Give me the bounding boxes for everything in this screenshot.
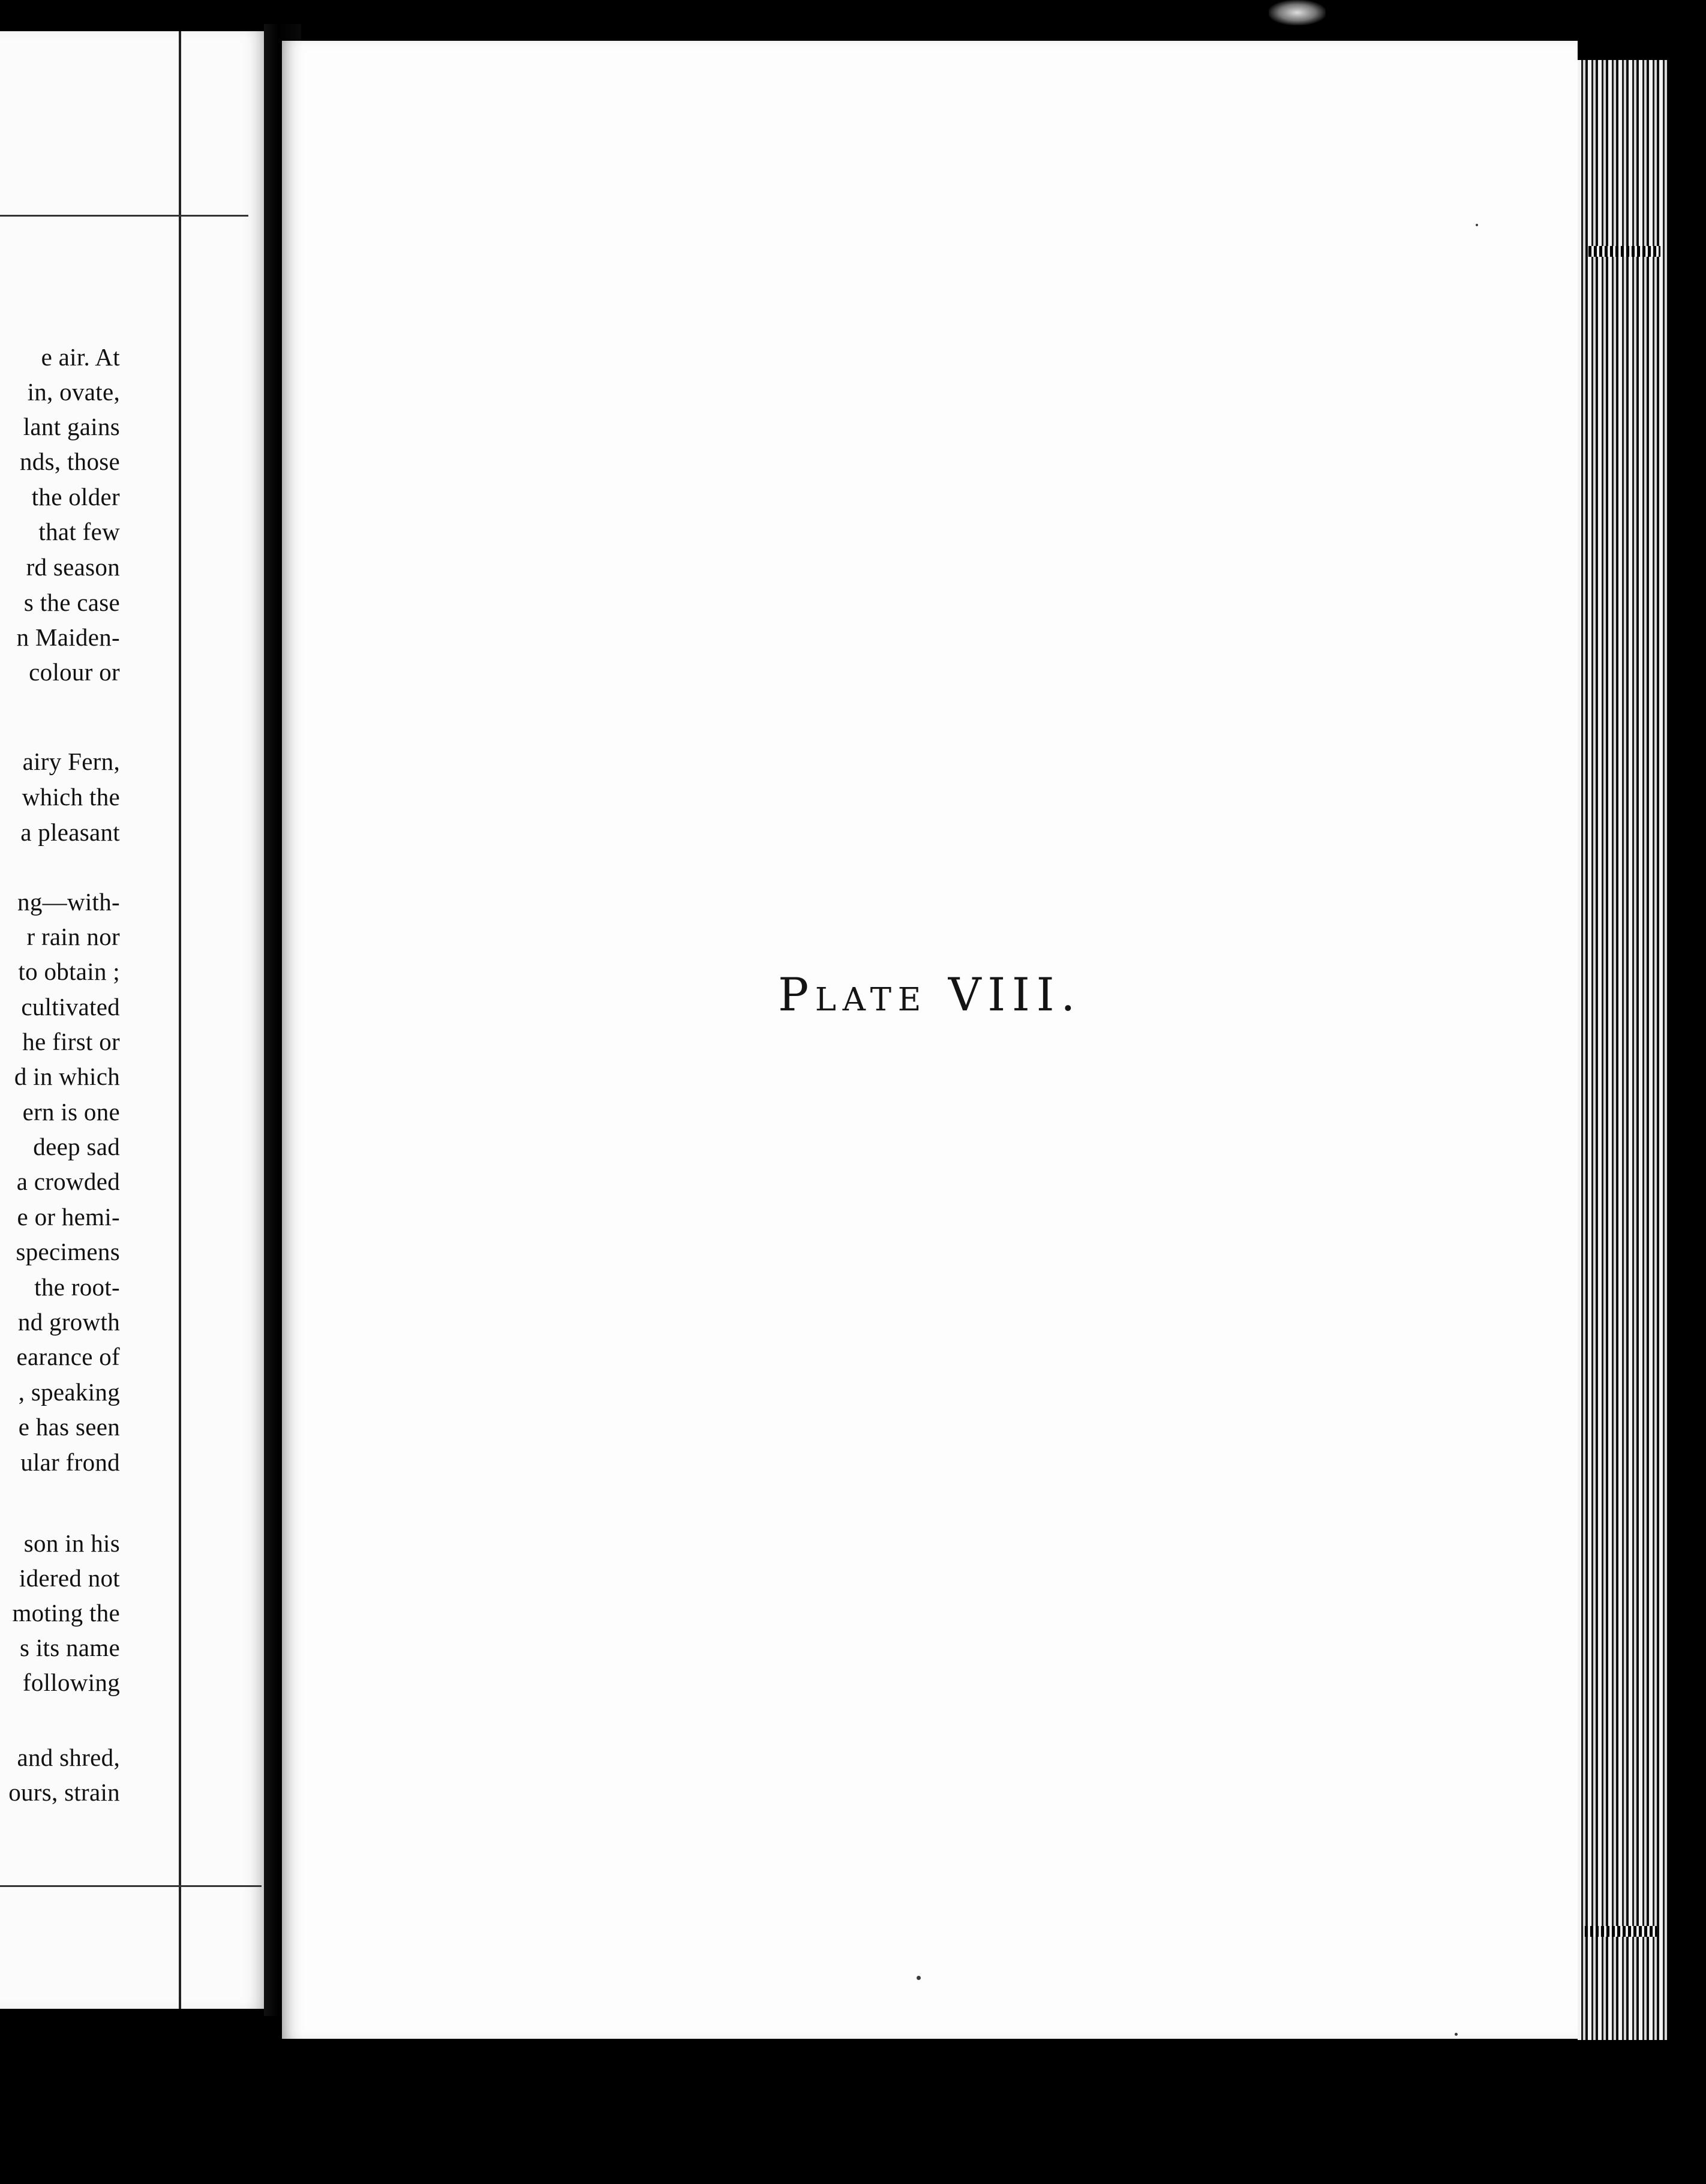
text-line: to obtain ;	[18, 958, 120, 985]
text-line: s the case	[23, 589, 120, 616]
text-line: e air. At	[41, 343, 120, 371]
scan-smudge	[1269, 0, 1326, 25]
text-line: r rain nor	[26, 923, 120, 950]
left-page-text-column	[0, 31, 120, 2009]
text-line: nd growth	[17, 1308, 120, 1336]
text-line: a pleasant	[20, 818, 120, 846]
text-line: e or hemi-	[17, 1203, 120, 1231]
text-line: and shred,	[17, 1744, 120, 1771]
text-line: n Maiden-	[16, 623, 120, 651]
text-line: rd season	[26, 553, 120, 581]
text-line: s its name	[20, 1634, 120, 1661]
page-edge-mark	[1585, 1926, 1657, 1937]
text-line: idered not	[19, 1564, 120, 1592]
text-line: colour or	[29, 658, 120, 686]
text-line: which the	[22, 783, 120, 811]
text-line: ern is one	[22, 1098, 120, 1126]
text-line: a crowded	[16, 1168, 120, 1195]
text-line: he first or	[22, 1028, 120, 1055]
text-line: son in his	[23, 1529, 120, 1557]
paper-speck	[1476, 224, 1478, 226]
text-line: in, ovate,	[27, 378, 120, 406]
paper-speck	[917, 1976, 921, 1980]
text-line: moting the	[12, 1599, 120, 1627]
right-page	[282, 41, 1578, 2039]
text-line: following	[22, 1669, 120, 1696]
page-edge-mark	[1588, 246, 1660, 257]
text-line: the older	[31, 483, 120, 511]
text-line: lant gains	[23, 413, 120, 440]
paper-speck	[1455, 2033, 1458, 2036]
text-line: ng—with-	[17, 888, 120, 916]
text-line: nds, those	[20, 448, 120, 475]
text-line: that few	[38, 518, 120, 545]
text-line: earance of	[16, 1343, 120, 1370]
left-page	[0, 31, 264, 2009]
footer-rule	[0, 1885, 262, 1887]
text-line: d in which	[14, 1063, 120, 1090]
text-line: airy Fern,	[22, 748, 120, 775]
header-rule	[0, 215, 248, 217]
text-line: the root-	[34, 1273, 120, 1301]
text-line: ular frond	[20, 1448, 120, 1476]
text-line: ours, strain	[8, 1778, 120, 1806]
page-edge-stack	[1578, 60, 1668, 2040]
text-line: deep sad	[33, 1133, 120, 1160]
text-line: e has seen	[18, 1413, 120, 1441]
text-line: cultivated	[21, 993, 120, 1021]
text-line: specimens	[16, 1238, 120, 1265]
text-line: , speaking	[18, 1378, 120, 1406]
vertical-margin-rule	[179, 31, 181, 2009]
plate-title: Plate VIII.	[777, 968, 1082, 1021]
